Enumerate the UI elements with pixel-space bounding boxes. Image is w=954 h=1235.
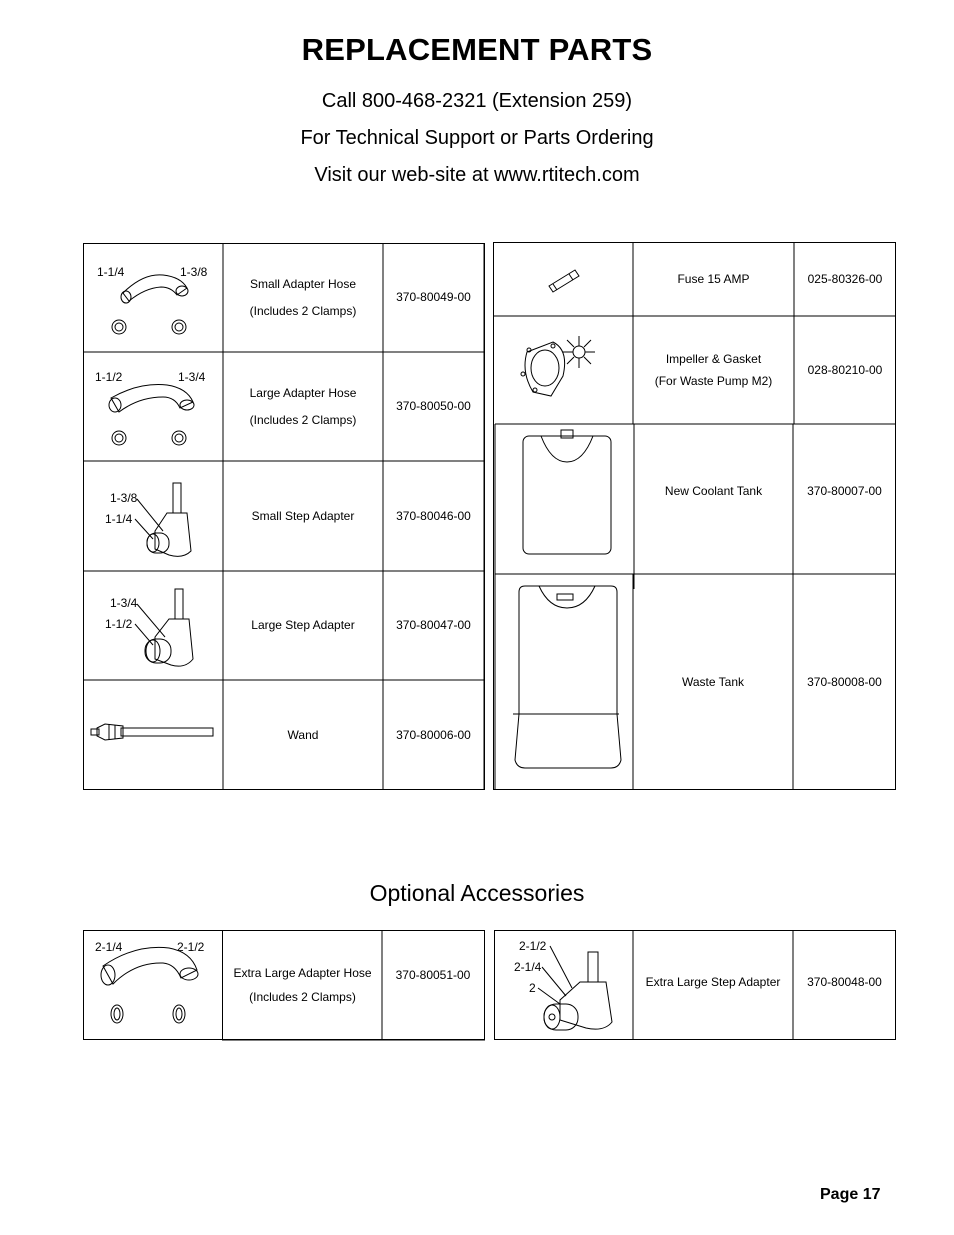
part-number: 028-80210-00 (807, 362, 883, 377)
part-note: (For Waste Pump M2) (654, 374, 773, 388)
part-description: Extra Large Step Adapter (645, 974, 781, 989)
size-label: 2-1/2 (177, 940, 205, 954)
part-description (633, 316, 794, 424)
fuse-icon (493, 242, 633, 316)
part-number: 370-80049-00 (396, 290, 471, 304)
page-title: REPLACEMENT PARTS (301, 32, 653, 67)
optional-accessories-title: Optional Accessories (369, 880, 585, 906)
size-label: 1-1/4 (105, 512, 133, 526)
coolant-tank-icon (495, 424, 634, 574)
large-step-adapter-icon (83, 571, 223, 680)
part-description: Waste Tank (681, 674, 745, 689)
part-description: Fuse 15 AMP (677, 271, 750, 286)
page-number: Page 17 (820, 1186, 881, 1203)
part-number: 370-80046-00 (396, 508, 471, 523)
size-label: 1-1/2 (105, 617, 133, 631)
size-label: 2-1/4 (95, 940, 123, 954)
part-description: Wand (287, 727, 319, 742)
size-label: 1-3/4 (110, 596, 138, 610)
part-name: Small Adapter Hose (249, 276, 357, 291)
part-description (223, 352, 383, 461)
parts-table-right (493, 242, 896, 790)
part-name: Large Adapter Hose (249, 385, 357, 400)
part-note: (Includes 2 Clamps) (249, 990, 356, 1004)
size-label: 2 (529, 981, 536, 995)
optional-table-left (83, 930, 485, 1041)
phone-line: Call 800-468-2321 (Extension 259) (321, 90, 633, 112)
size-label: 1-1/2 (95, 370, 123, 384)
part-number: 370-80047-00 (396, 618, 471, 632)
part-note: (Includes 2 Clamps) (249, 303, 357, 318)
part-description (223, 243, 383, 352)
size-label: 1-3/4 (178, 370, 206, 384)
size-label: 2-1/2 (519, 939, 547, 953)
part-name: Impeller & Gasket (665, 352, 762, 366)
size-label: 2-1/4 (514, 960, 542, 974)
part-number: 370-80008-00 (807, 674, 882, 689)
part-number: 370-80051-00 (395, 967, 471, 982)
part-description: Large Step Adapter (251, 618, 355, 632)
part-number: 025-80326-00 (807, 271, 883, 286)
size-label: 1-1/4 (97, 265, 125, 279)
extra-large-adapter-hose-icon (83, 930, 222, 1040)
optional-table-right (494, 930, 896, 1040)
part-number: 370-80050-00 (396, 399, 471, 413)
part-description: Small Step Adapter (251, 508, 355, 523)
small-step-adapter-icon (83, 461, 223, 571)
website-line: Visit our web-site at www.rtitech.com (314, 164, 640, 186)
waste-tank-icon (495, 574, 633, 790)
part-number: 370-80006-00 (396, 727, 471, 742)
wand-icon (83, 680, 223, 790)
parts-table-left (83, 243, 485, 790)
large-adapter-hose-icon (83, 352, 223, 461)
small-adapter-hose-icon (83, 243, 223, 352)
size-label: 1-3/8 (110, 491, 138, 505)
part-description (223, 930, 382, 1040)
part-number: 370-80048-00 (807, 974, 882, 989)
support-line: For Technical Support or Parts Ordering (300, 127, 654, 149)
part-description: New Coolant Tank (664, 483, 763, 498)
part-note: (Includes 2 Clamps) (249, 412, 357, 427)
size-label: 1-3/8 (180, 265, 208, 279)
impeller-gasket-icon (493, 316, 633, 424)
extra-large-step-adapter-icon (494, 930, 633, 1040)
part-number: 370-80007-00 (807, 483, 882, 498)
part-name: Extra Large Adapter Hose (233, 966, 372, 980)
